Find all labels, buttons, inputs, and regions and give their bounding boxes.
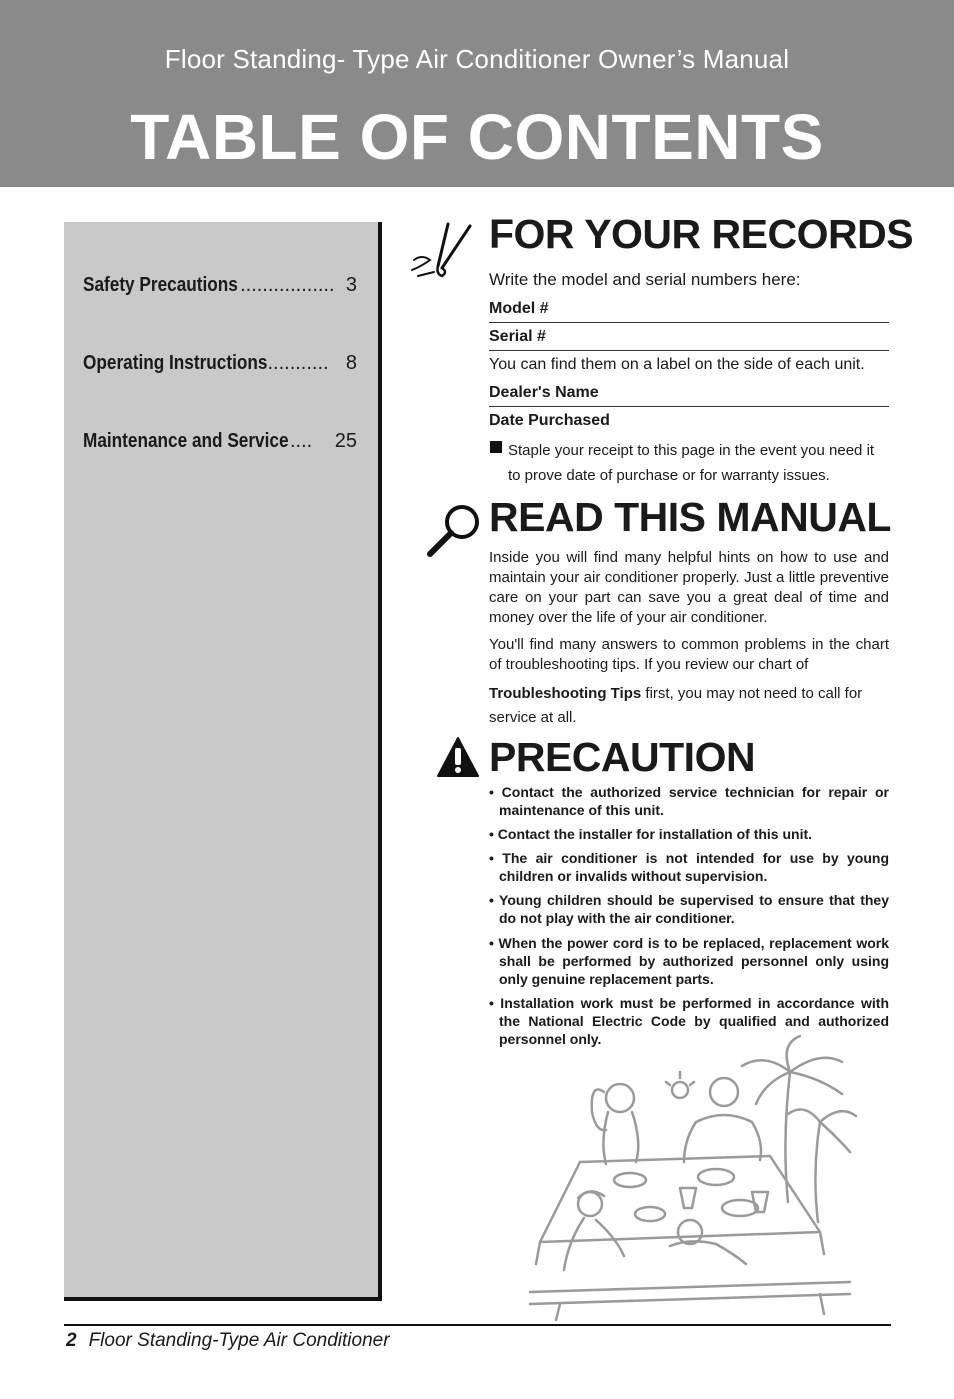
precaution-heading: PRECAUTION (489, 734, 756, 780)
precaution-item: • The air conditioner is not intended for use by young children or invalids without supervision. (489, 850, 889, 884)
toc-page-number: 3 (345, 274, 357, 296)
page-title: TABLE OF CONTENTS (130, 101, 824, 173)
manual-subtitle: Floor Standing- Type Air Conditioner Owner’s Manual (164, 44, 790, 74)
table-of-contents-panel (64, 222, 382, 1301)
toc-item-operating[interactable] (83, 352, 357, 375)
label-location-note: You can find them on a label on the side of each unit. (489, 356, 865, 373)
toc-item-safety[interactable] (83, 274, 357, 297)
records-heading: FOR YOUR RECORDS (489, 211, 914, 257)
toc-leader-dots: .... (289, 430, 313, 452)
manual-paragraph-2: You'll find many answers to common problems in the chart of troubleshooting tips. If you review our chart of (489, 636, 889, 673)
staple-receipt-note: Staple your receipt to this page in the event you need it to prove date of purchase or for warranty issues. (508, 442, 875, 484)
serial-number-field[interactable]: Serial # (489, 326, 889, 351)
toc-item-label: Maintenance and Service (83, 430, 289, 452)
warning-triangle-icon (436, 736, 480, 778)
precaution-item: • Contact the installer for installation of this unit. (489, 826, 813, 842)
page-header (0, 0, 954, 187)
precaution-item: • Young children should be supervised to ensure that they do not play with the air conditioner. (489, 892, 889, 926)
records-intro: Write the model and serial numbers here: (489, 270, 801, 289)
magnifier-icon (424, 502, 484, 560)
page-footer (66, 1330, 390, 1352)
footer-rule (64, 1324, 891, 1326)
family-picnic-illustration (520, 1032, 870, 1322)
footer-text: Floor Standing-Type Air Conditioner (88, 1330, 390, 1351)
toc-item-maintenance[interactable] (83, 430, 357, 453)
manual-paragraph-1: Inside you will find many helpful hints on how to use and maintain your air conditioner properly. Just a little preventive care on your part can save you a great deal of time and money over the life of your air conditioner. (489, 549, 889, 626)
toc-page-number: 8 (345, 352, 357, 374)
toc-leader-dots: ................. (240, 274, 335, 296)
toc-item-label: Operating Instructions (83, 352, 268, 374)
toc-item-label: Safety Precautions (83, 274, 238, 296)
model-number-field[interactable]: Model # (489, 298, 889, 323)
troubleshooting-tips-label: Troubleshooting Tips (489, 685, 642, 702)
toc-leader-dots: ........... (267, 352, 329, 374)
manual-heading: READ THIS MANUAL (489, 494, 891, 540)
manual-paragraph-3 (489, 682, 889, 730)
precaution-item: • Contact the authorized service technician for repair or maintenance of this unit. (489, 784, 889, 818)
page-number: 2 (66, 1330, 77, 1351)
troubleshooting-tips-text: first, you may not need to call for service at all. (489, 685, 863, 726)
date-purchased-field[interactable]: Date Purchased (489, 412, 610, 429)
precaution-item: • When the power cord is to be replaced, replacement work shall be performed by authorized personnel only using only genuine replacement parts. (489, 935, 889, 987)
square-bullet-icon (490, 441, 502, 453)
pen-nib-icon (408, 220, 480, 280)
toc-page-number: 25 (334, 430, 357, 452)
dealer-name-field[interactable]: Dealer's Name (489, 382, 889, 407)
precaution-item: • Installation work must be performed in accordance with the National Electric Code by qualified and authorized personnel only. (489, 995, 889, 1047)
